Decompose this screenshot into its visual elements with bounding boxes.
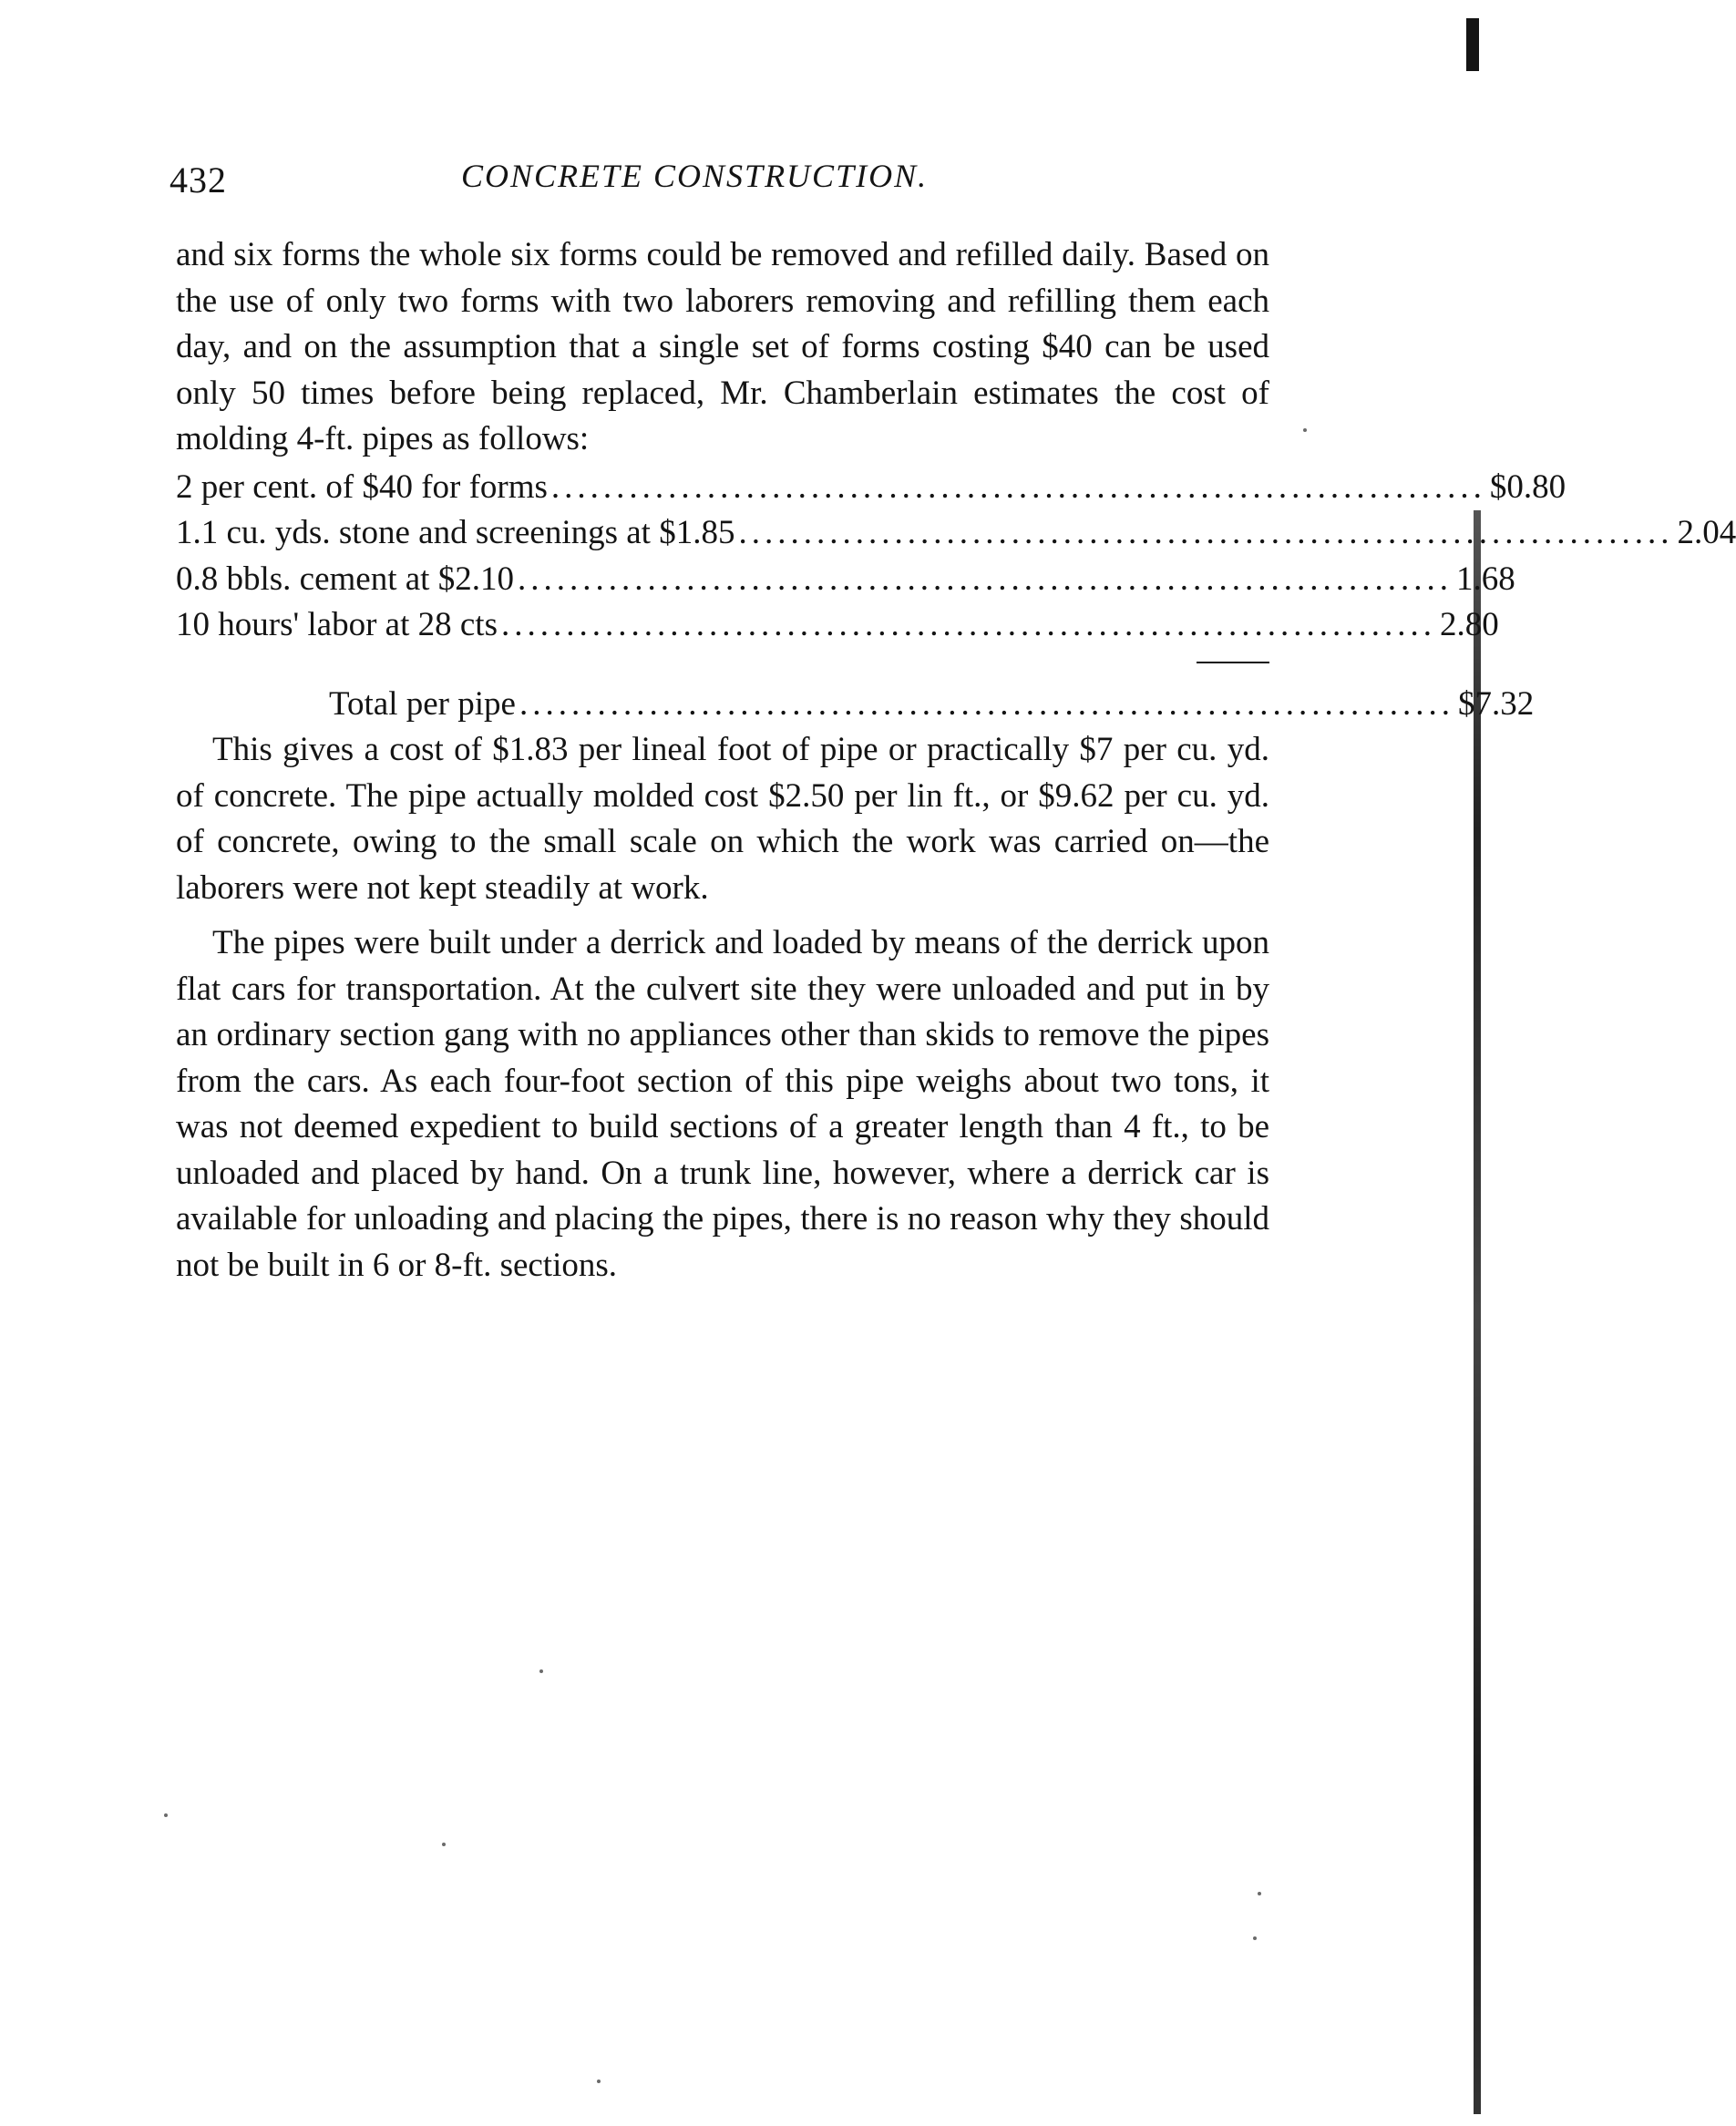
sum-rule [1197,662,1269,663]
scan-speck [164,1813,168,1817]
cost-row-label: 10 hours' labor at 28 cts [176,606,498,643]
scan-speck [1253,1936,1257,1940]
cost-row [176,465,1567,511]
scan-edge-mark [1466,18,1479,71]
running-title: CONCRETE CONSTRUCTION. [461,158,929,194]
dot-leader: ........................................................................ [550,467,1486,506]
scan-speck [1303,428,1307,432]
total-amount: $7.32 [1457,684,1535,723]
total-label: Total per pipe [329,684,516,723]
cost-row-amount: 1.68 [1455,560,1515,598]
cost-row-amount: 2.80 [1439,606,1499,643]
cost-row-amount: 2.04 [1677,514,1736,551]
paragraph-2: This gives a cost of $1.83 per lineal foot of pipe or practically $7 per cu. yd. of concrete. The pipe actually molded cost $2.50 per lin ft., or $9.62 per cu. yd. of concrete, owing to the small scale on which the work was carried on—the laborers were not kept steadily at work. [176,731,1269,907]
running-head [169,153,1299,208]
paragraph-3: The pipes were built under a derrick and loaded by means of the derrick upon flat cars for transportation. At the culvert site they were unloaded and put in by an ordinary section gang with no appliances other than skids to remove the pipes from the cars. As each four-foot section of this pipe weighs about two tons, it was not deemed expedient to build sections of a greater length than 4 ft., to be unloaded and placed by hand. On a trunk line, however, where a derrick car is available for unloading and placing the pipes, there is no reason why they should not be built in 6 or 8-ft. sections. [176,924,1269,1284]
scan-speck [597,2080,601,2083]
dot-leader: ........................................................................ [500,606,1436,643]
cost-row-label: 0.8 bbls. cement at $2.10 [176,560,514,598]
scan-speck [442,1843,446,1846]
total-row [176,682,1535,728]
cost-row [176,510,1736,557]
dot-leader: ........................................................................ [517,560,1453,598]
cost-row [176,557,1515,603]
total-rule-row [176,649,1269,682]
scan-speck [1258,1892,1261,1895]
cost-row-label: 1.1 cu. yds. stone and screenings at $1.85 [176,514,735,551]
dot-leader: ........................................................................ [738,514,1674,551]
scan-speck [539,1669,543,1673]
scan-edge-shadow [1474,510,1481,2114]
paragraph-1: and six forms the whole six forms could be removed and refilled daily. Based on the use of only two forms with two laborers removing and refilling them each day, and on the assumption that a single set of forms costing $40 can be used only 50 times before being replaced, Mr. Chamberlain estimates the cost of molding 4-ft. pipes as follows: [176,236,1269,457]
page-number: 432 [169,159,227,200]
cost-row-amount: $0.80 [1489,467,1567,506]
cost-row [176,602,1499,649]
body-text [176,232,1736,1289]
dot-leader: ........................................................................ [519,684,1454,723]
cost-estimate-table [176,465,1736,728]
cost-row-label: 2 per cent. of $40 for forms [176,467,548,506]
